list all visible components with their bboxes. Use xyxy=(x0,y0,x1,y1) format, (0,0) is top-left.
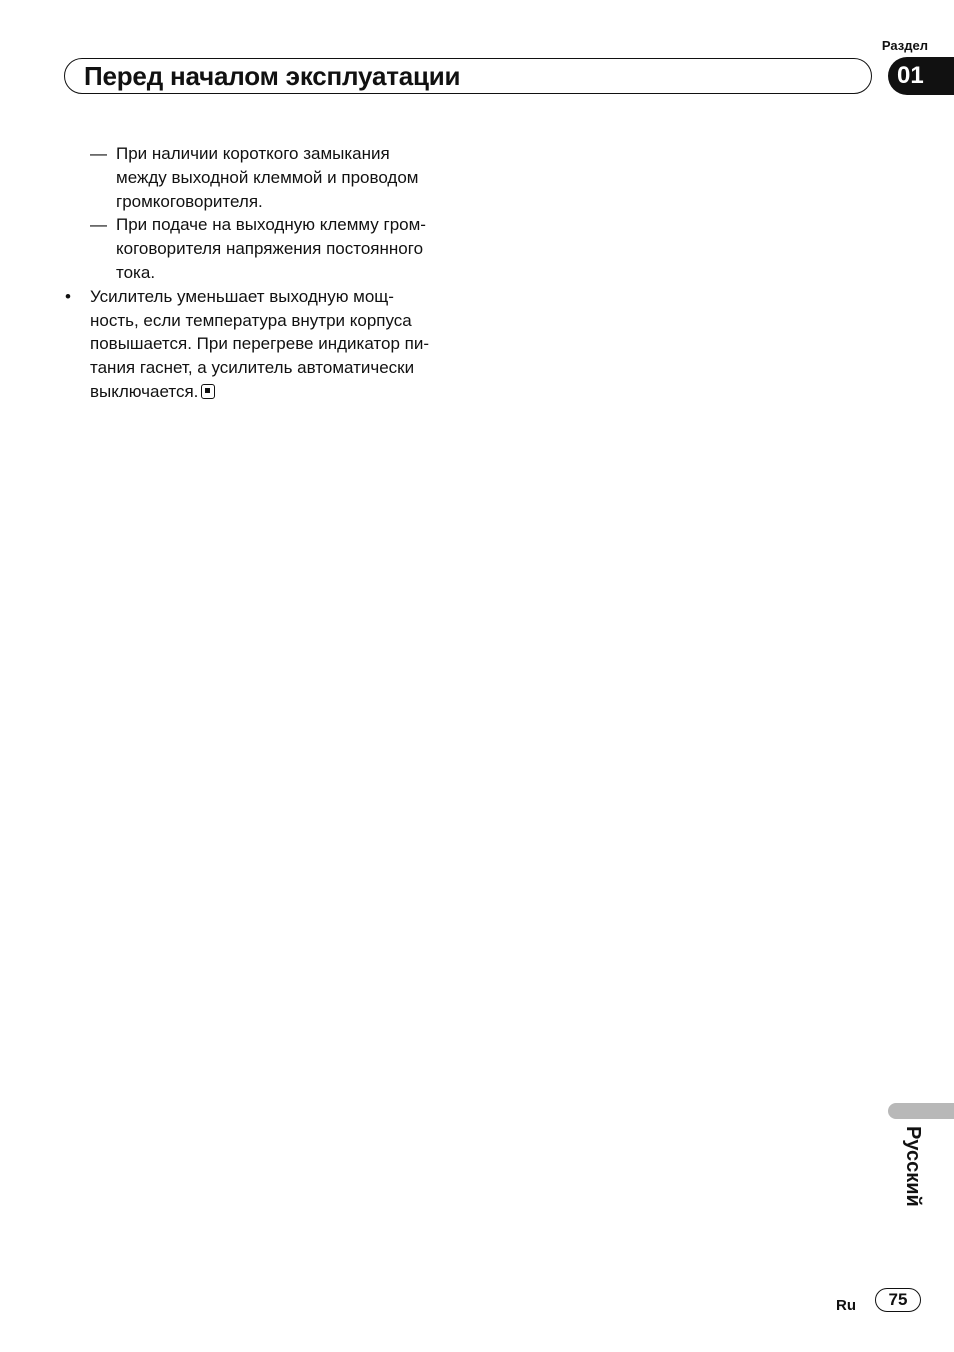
language-label-wrap xyxy=(892,1126,926,1226)
text-line: между выходной клеммой и проводом xyxy=(116,167,419,187)
bullet-marker: • xyxy=(65,286,71,306)
dash-list-item xyxy=(60,213,460,284)
text-line-with-icon xyxy=(90,380,460,404)
text-line: коговорителя напряжения постоянного xyxy=(116,239,424,259)
text-line: При подаче на выходную клемму гром- xyxy=(116,215,426,235)
dash-marker: — xyxy=(90,215,107,235)
section-label: Раздел xyxy=(881,38,928,53)
text-line: Усилитель уменьшает выходную мощ- xyxy=(90,286,394,306)
page-title: Перед началом эксплуатации xyxy=(84,61,461,91)
text-line: тока. xyxy=(116,262,156,282)
language-code: Ru xyxy=(836,1297,856,1314)
bullet-list-item xyxy=(60,285,460,404)
text-line: ность, если температура внутри корпуса xyxy=(90,310,412,330)
text-line: выключается. xyxy=(90,381,199,401)
chapter-number: 01 xyxy=(897,62,924,89)
page-number: 75 xyxy=(875,1288,921,1312)
text-line: При наличии короткого замыкания xyxy=(116,144,390,163)
text-line: тания гаснет, а усилитель автоматически xyxy=(90,358,415,378)
language-label: Русский xyxy=(902,1126,924,1207)
dash-list-item xyxy=(60,142,460,213)
content-column xyxy=(60,142,460,404)
text-line: громкоговорителя. xyxy=(116,191,263,211)
language-tab xyxy=(888,1103,954,1119)
text-line: повышается. При перегреве индикатор пи- xyxy=(90,334,430,354)
dash-marker: — xyxy=(90,144,107,163)
end-of-section-icon xyxy=(201,384,215,399)
